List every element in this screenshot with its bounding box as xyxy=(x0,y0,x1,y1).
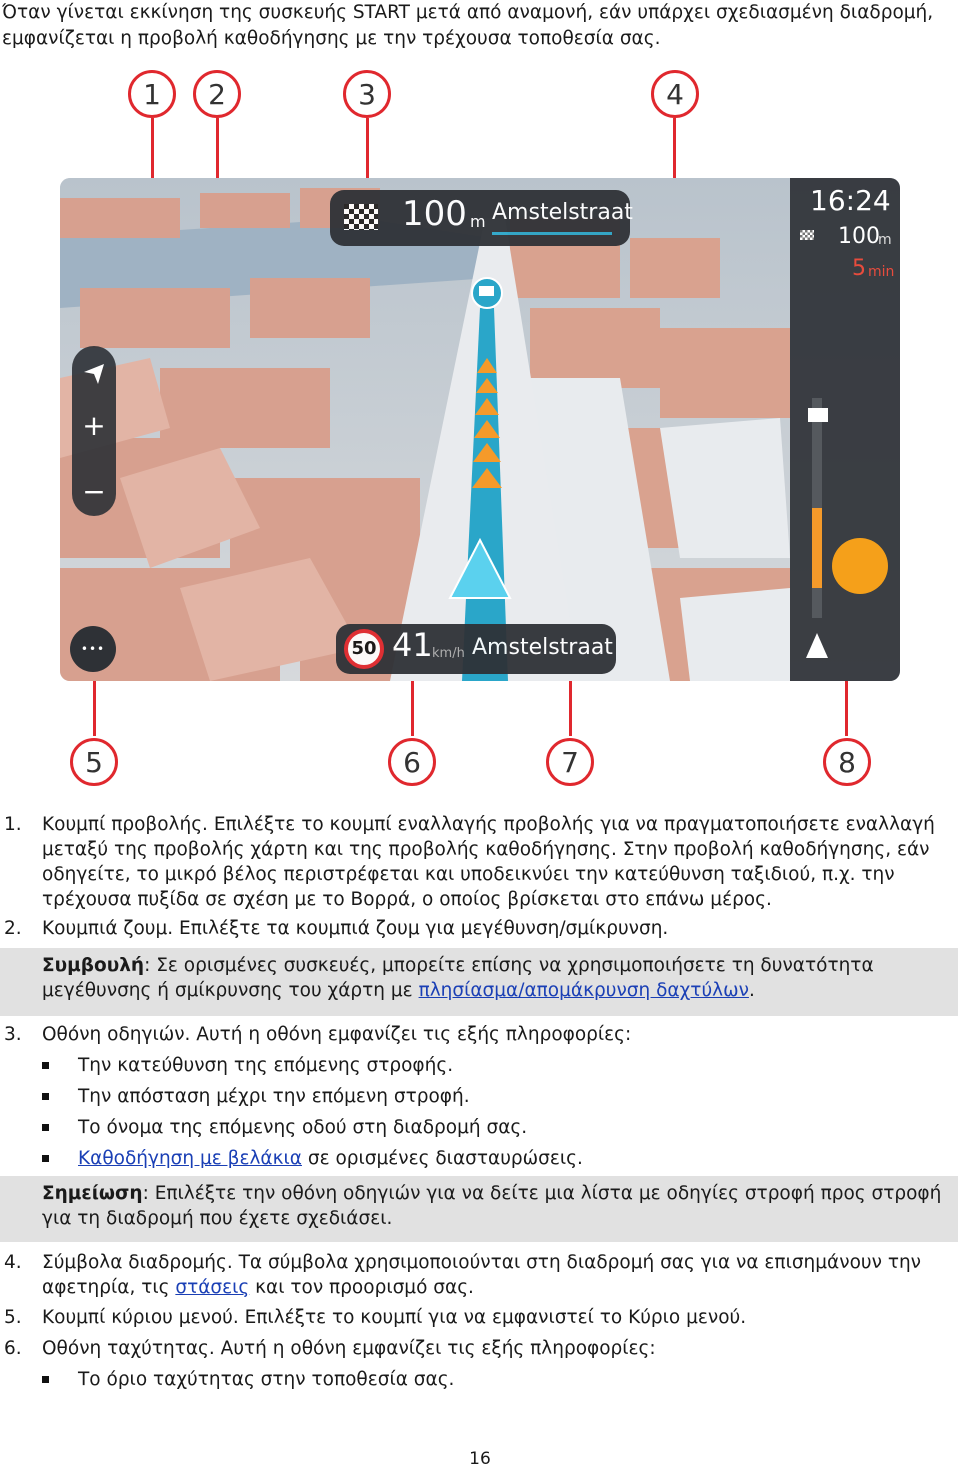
item-1-line-4: τρέχουσα πυξίδα σε σχέση με το Βορρά, ο οποίος βρίσκεται στο επάνω μέρος. xyxy=(42,889,772,910)
callout-2: 2 xyxy=(193,70,241,118)
bullet-3-2-text: Την απόσταση μέχρι την επόμενη στροφή. xyxy=(78,1086,470,1107)
finish-flag-icon xyxy=(344,204,378,230)
lane-guidance-link[interactable]: Καθοδήγηση με βελάκια xyxy=(78,1148,302,1169)
item-4-line-1: Σύμβολα διαδρομής. Τα σύμβολα χρησιμοποιούνται στη διαδρομή σας για να επισημάνουν την xyxy=(42,1252,922,1273)
item-6-number: 6. xyxy=(4,1338,22,1359)
speed-limit-value: 50 xyxy=(351,638,377,659)
view-arrow-icon xyxy=(72,350,116,394)
callout-7: 7 xyxy=(546,738,594,786)
intro-line-2: εμφανίζεται η προβολή καθοδήγησης με την τρέχουσα τοποθεσία σας. xyxy=(2,28,661,49)
current-street: Amstelstraat xyxy=(472,635,613,660)
remaining-time-value: 5 xyxy=(852,256,866,281)
note-box xyxy=(0,1176,958,1242)
callout-5: 5 xyxy=(70,738,118,786)
item-3-text: Οθόνη οδηγιών. Αυτή η οθόνη εμφανίζει τις εξής πληροφορίες: xyxy=(42,1024,632,1045)
small-flag-icon xyxy=(800,230,814,240)
note-label: Σημείωση xyxy=(42,1183,143,1204)
zoom-out-icon: − xyxy=(82,475,106,508)
bullet-3-1-text: Την κατεύθυνση της επόμενης στροφής. xyxy=(78,1055,454,1076)
current-speed: 41 xyxy=(392,626,433,664)
item-1-number: 1. xyxy=(4,814,22,835)
item-4-number: 4. xyxy=(4,1252,22,1273)
note-text xyxy=(42,1181,947,1231)
speed-unit: km/h xyxy=(432,646,465,661)
item-1-line-1: Κουμπί προβολής. Επιλέξτε το κουμπί εναλλαγής προβολής για να πραγματοποιήσετε εναλλαγή xyxy=(42,814,935,835)
speed-panel xyxy=(336,624,616,674)
pinch-zoom-link[interactable]: πλησίασμα/απομάκρυνση δαχτύλων xyxy=(418,980,749,1001)
callout-6: 6 xyxy=(388,738,436,786)
bullet-3-4-text xyxy=(78,1146,583,1171)
tip-box xyxy=(0,948,958,1016)
speed-limit-sign xyxy=(344,629,384,669)
item-4-text xyxy=(42,1250,947,1300)
instruction-panel[interactable] xyxy=(330,190,633,246)
navigation-screen xyxy=(60,178,900,681)
item-4-line-2a: αφετηρία, τις xyxy=(42,1277,176,1298)
item-3-number: 3. xyxy=(4,1024,22,1045)
remaining-distance: 100 xyxy=(838,224,880,249)
item-1-text xyxy=(42,812,947,912)
item-1-line-3: οδηγείτε, το μικρό βέλος περιστρέφεται και υποδεικνύει την κατεύθυνση ταξιδιού, π.χ. την xyxy=(42,864,895,885)
zoom-in-button[interactable] xyxy=(72,404,116,448)
menu-dots-icon: ••• xyxy=(80,642,106,656)
tip-label: Συμβουλή xyxy=(42,955,145,976)
tip-text xyxy=(42,953,947,1003)
remaining-time-unit: min xyxy=(868,264,895,280)
callout-4: 4 xyxy=(651,70,699,118)
instruction-distance: 100 xyxy=(402,194,467,234)
item-5-number: 5. xyxy=(4,1307,22,1328)
tip-line-1: : Σε ορισμένες συσκευές, μπορείτε επίσης να χρησιμοποιήσετε τη δυνατότητα xyxy=(144,955,874,976)
item-6-text: Οθόνη ταχύτητας. Αυτή η οθόνη εμφανίζει τις εξής πληροφορίες: xyxy=(42,1338,656,1359)
tip-line-2-end: . xyxy=(748,980,755,1001)
note-line-1: : Επιλέξτε την οθόνη οδηγιών για να δείτε μια λίστα με οδηγίες στροφή προς στροφή xyxy=(142,1183,942,1204)
tip-line-2: μεγέθυνσης ή σμίκρυνσης του χάρτη με xyxy=(42,980,419,1001)
arrival-time: 16:24 xyxy=(810,184,891,217)
map-view[interactable] xyxy=(60,178,900,681)
callout-1: 1 xyxy=(128,70,176,118)
intro-text xyxy=(2,0,952,52)
instruction-progress xyxy=(492,232,612,235)
item-5-text: Κουμπί κύριου μενού. Επιλέξτε το κουμπί για να εμφανιστεί το Κύριο μενού. xyxy=(42,1307,747,1328)
item-1-line-2: μεταξύ της προβολής χάρτη και της προβολής καθοδήγησης. Στην προβολή καθοδήγησης, εάν xyxy=(42,839,930,860)
item-4-line-2b: και τον προορισμό σας. xyxy=(249,1277,474,1298)
bullet-6-1-text: Το όριο ταχύτητας στην τοποθεσία σας. xyxy=(78,1369,455,1390)
intro-line-1: Όταν γίνεται εκκίνηση της συσκευής START μετά από αναμονή, εάν υπάρχει σχεδιασμένη διαδρομή, xyxy=(2,2,934,23)
stops-link[interactable]: στάσεις xyxy=(175,1277,250,1298)
remaining-distance-unit: m xyxy=(878,232,892,248)
note-line-2: για τη διαδρομή που έχετε σχεδιάσει. xyxy=(42,1208,393,1229)
zoom-out-button[interactable] xyxy=(72,470,116,514)
bullet-3-4-rest: σε ορισμένες διασταυρώσεις. xyxy=(301,1148,583,1169)
item-2-text: Κουμπιά ζουμ. Επιλέξτε τα κουμπιά ζουμ για μεγέθυνση/σμίκρυνση. xyxy=(42,918,669,939)
callout-8: 8 xyxy=(823,738,871,786)
callout-3: 3 xyxy=(343,70,391,118)
bullet-3-3-text: Το όνομα της επόμενης οδού στη διαδρομή σας. xyxy=(78,1117,528,1138)
main-menu-button[interactable] xyxy=(70,626,116,672)
zoom-in-icon: + xyxy=(82,409,106,442)
page-number: 16 xyxy=(469,1449,491,1469)
view-switch-button[interactable] xyxy=(72,350,116,394)
instruction-street: Amstelstraat xyxy=(492,200,633,225)
instruction-distance-unit: m xyxy=(470,212,486,231)
item-2-number: 2. xyxy=(4,918,22,939)
